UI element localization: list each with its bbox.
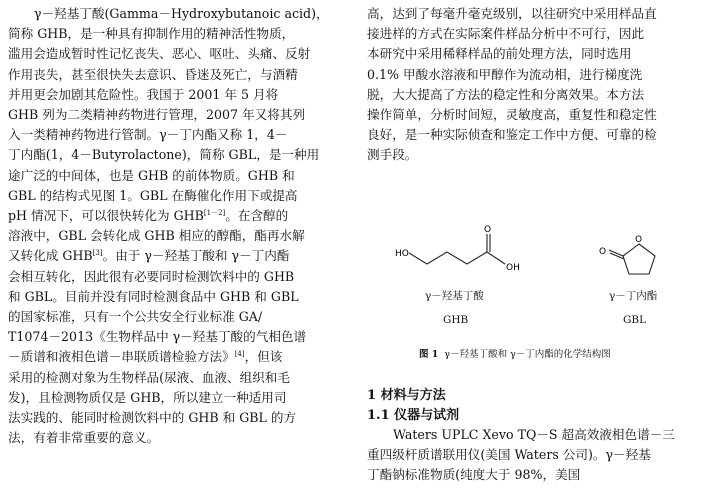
text-line: 本研究中采用稀释样品的前处理方法，同时选用 [367, 46, 632, 62]
atom-ho: HO [395, 249, 409, 259]
text-line: 法，有着非常重要的意义。 [8, 430, 160, 446]
text-line: 接进样的方式在实际案件样品分析中不可行，因此 [367, 26, 645, 42]
text-segment: －质谱和液相色谱－串联质谱检验方法》 [8, 349, 235, 365]
figure-caption [419, 346, 611, 360]
text-line: 溶液中，GBL 会转化成 GHB 相应的醇酯，酯再水解 [8, 228, 305, 244]
text-line: 0.1% 甲酸水溶液和甲醇作为流动相，进行梯度洗 [367, 66, 643, 82]
text-line: 法实践的、能同时检测饮料中的 GHB 和 GBL 的方 [8, 410, 297, 426]
text-line: 发)，且检测物质仅是 GHB，所以建立一种适用司 [8, 389, 287, 405]
text-line: 滥用会造成暂时性记忆丧失、恶心、呕吐、头痛、反射 [8, 46, 311, 62]
text-line: 操作简单，分析时间短，灵敏度高，重复性和稳定性 [367, 107, 657, 123]
gbl-abbr-label: GBL [623, 314, 647, 326]
text-line: 并用更会加剧其危险性。我国于 2001 年 5 月将 [8, 86, 279, 102]
intro-paragraph [8, 4, 346, 448]
text-line [8, 246, 346, 266]
text-line: 良好，是一种实际侦查和鉴定工作中方便、可靠的检 [367, 127, 657, 143]
text-line: 测手段。 [367, 147, 418, 163]
text-line: 脱，大大提高了方法的稳定性和分离效果。本方法 [367, 86, 645, 102]
text-line: GBL 的结构式见图 1。GBL 在酶催化作用下或提高 [8, 187, 298, 203]
text-segment: 又转化成 GHB [8, 248, 93, 264]
method-paragraph [367, 4, 699, 166]
gbl-ring [623, 244, 655, 274]
ghb-name-label: γ－羟基丁酸 [425, 290, 484, 302]
text-line: 会相互转化，因此很有必要同时检测饮料中的 GHB [8, 268, 295, 284]
text-line: 的国家标准，只有一个公共安全行业标准 GA/ [8, 309, 263, 325]
text-segment: 。在含醇的 [225, 208, 289, 224]
figure-1 [367, 222, 699, 372]
text-line: γ－羟基丁酸(Gamma－Hydroxybutanoic acid)， [34, 6, 329, 21]
atom-o: O [599, 247, 607, 257]
text-line [8, 206, 346, 226]
caption-text: γ－羟基丁酸和 γ－丁内酯的化学结构图 [444, 349, 611, 360]
instruments-paragraph [367, 425, 699, 486]
text-line: T1074－2013《生物样品中 γ－羟基丁酸的气相色谱 [8, 329, 307, 345]
text-line: 简称 GHB，是一种具有抑制作用的精神活性物质， [8, 26, 295, 42]
text-segment: ，但该 [244, 349, 283, 365]
ghb-structure [367, 222, 699, 342]
citation-ref: [4] [234, 350, 245, 359]
gbl-name-label: γ－丁内酯 [609, 290, 658, 302]
subsection-heading: 1.1 仪器与试剂 [367, 408, 460, 423]
text-line: 途广泛的中间体，也是 GHB 的前体物质。GHB 和 [8, 167, 295, 183]
text-line: 丁内酯(1，4－Butyrolactone)，简称 GBL，是一种用 [8, 147, 320, 163]
text-line: 重四级杆质谱联用仪(美国 Waters 公司)。γ－羟基 [367, 447, 651, 463]
caption-label: 图 1 [419, 349, 439, 360]
text-line: 丁酯钠标准物质(纯度大于 98%，美国 [367, 467, 581, 483]
section-heading: 1 材料与方法 [367, 388, 446, 403]
atom-o: O [635, 235, 643, 245]
citation-ref: [1－2] [203, 208, 226, 217]
left-column [8, 4, 346, 448]
atom-oh: OH [506, 263, 520, 273]
right-column [367, 4, 699, 166]
ghb-oh-bond [487, 252, 505, 264]
citation-ref: [3] [92, 249, 103, 258]
text-line: GHB 列为二类精神药物进行管理，2007 年又将其列 [8, 107, 306, 123]
ghb-chain [409, 252, 487, 264]
text-line: Waters UPLC Xevo TQ－S 超高效液相色谱－三 [393, 427, 675, 442]
atom-o: O [484, 225, 492, 235]
text-segment: 。由于 γ－羟基丁酸和 γ－丁内酯 [102, 248, 290, 264]
text-segment: pH 情况下，可以很快转化为 GHB [8, 208, 204, 224]
text-line: 采用的检测对象为生物样品(尿液、血液、组织和毛 [8, 369, 290, 385]
text-line: 入一类精神药物进行管制。γ－丁内酯又称 1，4－ [8, 127, 288, 143]
text-line: 高，达到了每毫升毫克级别，以往研究中采用样品直 [367, 6, 657, 21]
text-line: 和 GBL。目前并没有同时检测食品中 GHB 和 GBL [8, 288, 299, 304]
text-line: 作用丧失，甚至很快失去意识、昏迷及死亡，与酒精 [8, 66, 298, 82]
text-line [8, 347, 346, 367]
ghb-abbr-label: GHB [443, 314, 469, 326]
